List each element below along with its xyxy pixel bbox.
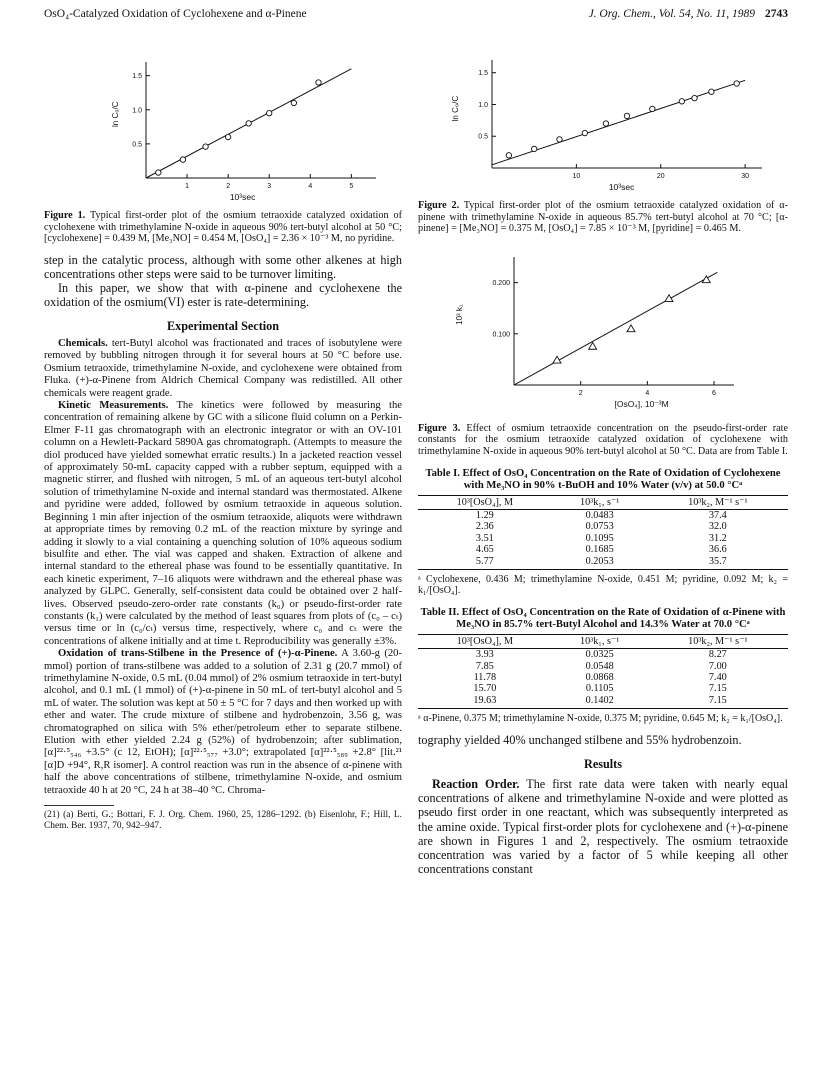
table-row [418, 695, 788, 709]
paragraph: In this paper, we show that with α-pinene and cyclohexene the oxidation of the osmium(VI) ester is rate-determining. [44, 281, 402, 310]
page-number: 2743 [765, 8, 788, 20]
figure-3-caption-text: Effect of osmium tetraoxide concentration on the pseudo-first-order rate constants for the osmium tetraoxide catalyzed oxidation of cyclohexene with trimethylamine N-oxide in aqueous 90% tert-butyl alcohol at 50 °C. Data are from Table I. [418, 422, 789, 457]
data-point [557, 137, 562, 142]
data-point [734, 81, 739, 86]
figure-1-caption-text: Typical first-order plot of the osmium tetraoxide catalyzed oxidation of cyclohexene with trimethylamine N-oxide in aqueous 90% tert-butyl alcohol at 50 °C; [cyclohexene] = 0.439 M, [Me₃NO] = 0.454 M, [OsO₄] = 2.36 × 10⁻³ M, no pyridine. [44, 210, 402, 245]
run-in-heading: Kinetic Measurements. [58, 400, 169, 412]
x-tick-label: 3 [267, 183, 272, 190]
data-point [203, 144, 208, 149]
table-cell: 7.40 [708, 672, 727, 684]
data-point [603, 121, 608, 126]
y-tick-label: 1.5 [478, 70, 488, 78]
figure-2-plot [418, 46, 788, 196]
table-cell: 7.00 [708, 660, 727, 672]
table-cell: 5.77 [418, 556, 552, 570]
table-cell: 2.36 [475, 521, 494, 533]
fit-line [514, 272, 717, 385]
x-tick-label: 4 [308, 183, 313, 190]
chemicals-paragraph [44, 338, 402, 400]
table-1-title: Table I. Effect of OsO₄ Concentration on the Rate of Oxidation of Cyclohexene with Me₃NO in 90% t-BuOH and 10% Water (v/v) at 50.0 °Cᵃ [425, 467, 781, 491]
running-header [44, 6, 788, 26]
intro-text [44, 253, 402, 310]
x-tick-label: 10 [572, 173, 581, 180]
y-tick-label: 1.5 [132, 73, 142, 81]
table-row [418, 683, 788, 694]
table-cell: 0.1095 [585, 532, 614, 544]
table-row [418, 509, 788, 521]
figure-1 [44, 46, 402, 206]
data-point [156, 170, 161, 175]
column-header: 10³k₁, s⁻¹ [552, 495, 648, 509]
data-point [692, 95, 697, 100]
right-column [418, 46, 788, 876]
x-tick-label: 30 [741, 173, 750, 180]
data-point [246, 121, 251, 126]
y-tick-label: 0.5 [132, 141, 142, 149]
table-cell: 0.0325 [585, 649, 614, 661]
data-point [582, 130, 587, 135]
figure-1-plot [44, 46, 402, 206]
table-1 [418, 495, 788, 570]
data-point [291, 100, 296, 105]
table-cell: 35.7 [648, 556, 788, 570]
table-cell: 0.0753 [585, 521, 614, 533]
table-cell: 3.51 [475, 532, 494, 544]
y-tick-label: 1.0 [132, 107, 142, 115]
kinetics-paragraph [44, 400, 402, 648]
left-column [44, 46, 402, 832]
x-axis-label: [OsO₄], 10⁻³M [614, 398, 669, 409]
y-tick-label: 0.5 [478, 133, 488, 141]
table-row [418, 661, 788, 672]
table-cell: 11.78 [473, 672, 497, 684]
column-header: 10³k₂, M⁻¹ s⁻¹ [648, 634, 788, 648]
table-2-title: Table II. Effect of OsO₄ Concentration on the Rate of Oxidation of α-Pinene with Me₃NO in 85.7% tert-Butyl Alcohol and 14.3% Water at 70.0 °Cᵃ [420, 606, 786, 630]
table-header-row [418, 495, 788, 509]
x-tick-label: 6 [712, 389, 716, 397]
y-axis-label: ln C₀/C [111, 101, 120, 127]
table-cell: 7.85 [475, 660, 494, 672]
section-heading-experimental: Experimental Section [166, 318, 280, 333]
data-point [225, 134, 230, 139]
column-header: 10³[OsO₄], M [418, 634, 552, 648]
x-axis-label: 10³sec [608, 182, 635, 192]
table-row [418, 521, 788, 532]
table-cell: 4.65 [475, 544, 494, 556]
paragraph-text: The first rate data were taken with nearly equal concentrations of alkene and trimethylamine N-oxide and were plotted as pseudo first order in one reactant, which was subsequently interpreted as the amine oxide. Typical first-order plots for cyclohexene and (+)-α-pinene are shown in Figures 1 and 2, respectively. The osmium tetraoxide concentration was varied by a factor of 5 while keeping all other concentrations constant [418, 777, 788, 877]
footnote-21: (21) (a) Berti, G.; Bottari, F. J. Org. Chem. 1960, 25, 1286–1292. (b) Eisenlohr, F.; Hill, L. Chem. Ber. 1937, 70, 942–947. [44, 810, 402, 832]
y-tick-label: 0.100 [492, 331, 510, 339]
table-1-footnote: ᵃ Cyclohexene, 0.436 M; trimethylamine N-oxide, 0.451 M; pyridine, 0.092 M; k₂ = k₁/[OsO₄]. [418, 574, 788, 597]
table-cell: 32.0 [708, 521, 727, 533]
journal-citation [589, 8, 788, 20]
figure-1-label: Figure 1. [44, 210, 86, 221]
running-title: OsO₄-Catalyzed Oxidation of Cyclohexene and α-Pinene [44, 8, 307, 20]
table-cell: 0.1685 [585, 544, 614, 556]
table-cell: 19.63 [418, 695, 552, 709]
data-point [316, 80, 321, 85]
table-cell: 0.1105 [585, 683, 614, 695]
figure-2-caption [418, 200, 788, 235]
column-header: 10³k₂, M⁻¹ s⁻¹ [648, 495, 788, 509]
x-tick-label: 5 [349, 183, 354, 190]
column-header: 10³[OsO₄], M [418, 495, 552, 509]
table-cell: 0.0483 [585, 509, 614, 521]
x-axis-label: 10³sec [229, 192, 256, 202]
footnote-divider [44, 805, 114, 806]
figure-2-caption-text: Typical first-order plot of the osmium tetraoxide catalyzed oxidation of α-pinene with trimethylamine N-oxide in aqueous 85.7% tert-butyl alcohol at 70 °C; [α-pinene] = [Me₃NO] = 0.375 M, [OsO₄] = 7.85 × 10⁻³ M, [pyridine] = 0.465 M. [418, 200, 788, 235]
paragraph-text: tert-Butyl alcohol was fractionated and traces of isobutylene were removed by bubbling nitrogen through it for several hours at 50 °C before use. Osmium tetraoxide, trimethylamine N-oxide, and cyclohexene were obtained from Fluka. (+)-α-Pinene from Aldrich Chemical Company was redistilled. All other chemicals were reagent grade. [44, 338, 402, 399]
table-row [418, 544, 788, 555]
journal-name: J. Org. Chem., Vol. 54, No. 11, 1989 [588, 8, 755, 20]
run-in-heading: Oxidation of trans-Stilbene in the Presence of (+)-α-Pinene. [58, 648, 338, 660]
data-point [650, 106, 655, 111]
table-cell: 8.27 [708, 649, 727, 661]
table-cell: 1.29 [475, 509, 494, 521]
figure-3 [418, 243, 788, 419]
table-row [418, 533, 788, 544]
figure-3-caption [418, 423, 788, 458]
x-tick-label: 1 [185, 183, 190, 190]
figure-2-label: Figure 2. [418, 200, 460, 211]
y-tick-label: 0.200 [492, 279, 510, 287]
table-cell: 0.0868 [585, 672, 614, 684]
data-point [531, 146, 536, 151]
paragraph: step in the catalytic process, although with some other alkenes at high concentrations other steps were said to be turnover limiting. [44, 252, 402, 281]
figure-3-label: Figure 3. [418, 422, 461, 434]
data-point [180, 157, 185, 162]
figure-2 [418, 46, 788, 196]
figure-1-caption [44, 210, 402, 245]
table-cell: 36.6 [708, 544, 727, 556]
paragraph-text: The kinetics were followed by measuring the concentration of remaining alkene by GC with a silicone fluid column on a Perkin-Elmer F-11 gas chromatograph with an electronic integrator or with an OV-101 column on a Hewlett-Packard 5890A gas chromatograph. (Attempts to measure the diol produced have yielded somewhat erratic results.) In a jacketed reaction vessel of approximately 50-mL capacity capped with a rubber septum, equipped with a magnetic stirrer, and flushed with nitrogen, 5 mL of an aqueous tert-butyl alcohol solution of trimethylamine N-oxide and internal standard was thermostated. Alkene and pyridine were added, followed by osmium tetraoxide in aqueous solution. Beginning 1 min after injection of the osmium tetraoxide, aliquots were withdrawn at appropriate times by removing 0.2 mL of the reaction mixture by syringe and adding it slowly to a vial containing a quenching solution of 10% aqueous sodium bisulfite and ether. The vial was capped and shaken. Extraction of alkene and internal standard to the ethereal phase was found to be essentially quantitative. In each kinetic experiment, 7–16 aliquots were withdrawn and the ethereal phase was analyzed by GLPC. Generally, self-consistent data could be obtained over 2 half-lives. Observed pseudo-zero-order rate constants (k₀) or pseudo-first-order rate constants (k₁) were calculated by the method of least squares from plots of (c₀ – cₜ) versus time or ln (c₀/cₜ) versus time, respectively, where c₀ and cₜ were the concentrations of alkene initially and at time t. Reproducibility was generally ±3%. [44, 400, 402, 647]
table-cell: 0.2053 [552, 556, 648, 570]
paragraph: tography yielded 40% unchanged stilbene and 55% hydrobenzoin. [418, 732, 742, 747]
x-tick-label: 2 [226, 183, 231, 190]
data-point [267, 110, 272, 115]
y-axis-label: ln C₀/C [451, 95, 460, 122]
paragraph-text: A 3.60-g (20-mmol) portion of trans-stilbene was added to a solution of 2.31 g (20.7 mmol) of trimethylamine N-oxide, 0.5 mL (0.04 mmol) of 2% osmium tetraoxide in tert-butyl alcohol, and 0.1 mL (1 mmol) of (+)-α-pinene in 50 mL of tert-butyl alcohol and 5 mL of water. The solution was kept at 50 ± 5 °C for 7 days and then worked up with ether and water. The crude mixture of stilbene and hydrobenzoin, 3.56 g, was chromatographed on silica with 5% ether/petroleum ether to separate stilbene. Elution with ether yielded 2.24 g (52%) of hydrobenzoin; after sublimation, [α]²²·⁵₅₄₆ +3.5° (c 12, EtOH); [α]²²·⁵₅₇₇ +3.0°; extrapolated [α]²²·⁵₅₈₉ +2.8° [lit.²¹ [α]D +94°, R,R isomer]. A control reaction was run in the absence of α-pinene with half the above concentrations of stilbene, trimethylamine N-oxide, and osmium tetraoxide 40 h at 20 °C, 24 h at 38–40 °C. Chroma- [44, 648, 402, 796]
x-tick-label: 2 [578, 389, 583, 397]
table-cell: 0.0548 [585, 660, 614, 672]
data-point [624, 113, 629, 118]
data-point [506, 153, 511, 158]
table-cell: 15.70 [473, 683, 497, 695]
table-row [418, 556, 788, 570]
results-text [418, 733, 788, 877]
run-in-heading: Reaction Order. [432, 777, 520, 792]
section-heading-results: Results [584, 756, 622, 771]
table-cell: 7.15 [648, 695, 788, 709]
table-cell: 37.4 [708, 509, 727, 521]
data-point [709, 89, 714, 94]
reaction-order-paragraph [418, 777, 788, 876]
table-2-footnote: ᵃ α-Pinene, 0.375 M; trimethylamine N-oxide, 0.375 M; pyridine, 0.645 M; k₂ = k₁/[OsO₄]. [418, 713, 783, 725]
y-axis-label: 10³ k₁ [455, 304, 464, 325]
stilbene-paragraph [44, 648, 402, 797]
data-point [627, 325, 635, 332]
table-row [418, 649, 788, 661]
table-cell: 7.15 [708, 683, 727, 695]
table-cell: 31.2 [708, 532, 727, 544]
y-tick-label: 1.0 [478, 101, 488, 109]
run-in-heading: Chemicals. [58, 338, 108, 349]
table-2 [418, 634, 788, 709]
figure-3-plot [418, 243, 788, 419]
column-header: 10³k₁, s⁻¹ [552, 634, 648, 648]
fit-line [492, 80, 745, 164]
x-tick-label: 4 [645, 389, 650, 397]
table-cell: 0.1402 [552, 695, 648, 709]
table-cell: 3.93 [475, 649, 494, 661]
table-row [418, 672, 788, 683]
table-header-row [418, 634, 788, 648]
x-tick-label: 20 [656, 173, 665, 180]
data-point [679, 99, 684, 104]
